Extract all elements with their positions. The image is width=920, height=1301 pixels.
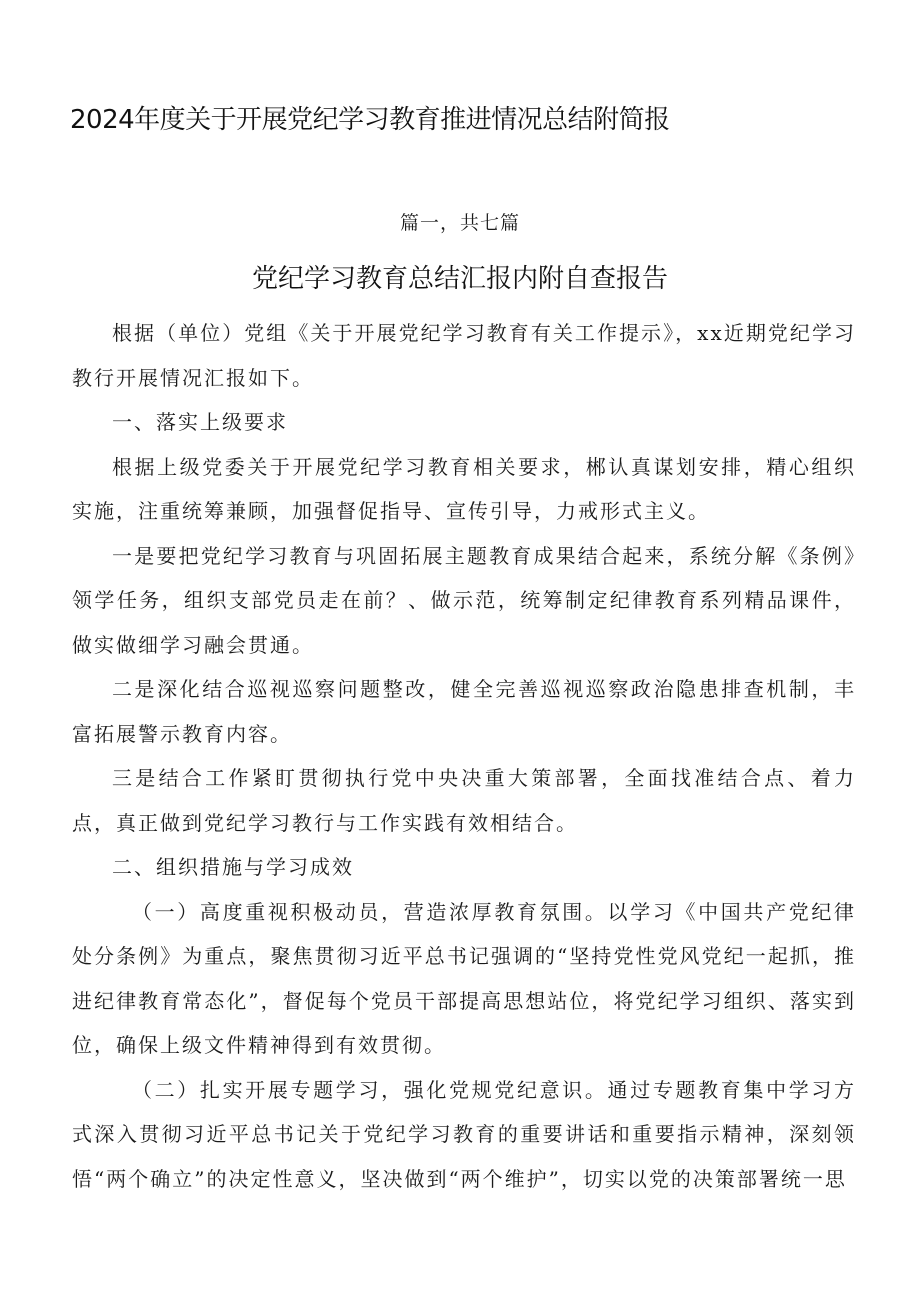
section-heading-2: 二、组织措施与学习成效 <box>112 855 354 879</box>
paragraph-intro: 根据（单位）党组《关于开展党纪学习教育有关工作提示》，xx近期党纪学习教行开展情况汇报如下。 <box>72 321 856 390</box>
section-heading-1: 一、落实上级要求 <box>112 410 288 434</box>
paragraph: 根据上级党委关于开展党纪学习教育相关要求，郴认真谋划安排，精心组织实施，注重统筹兼顾，加强督促指导、宣传引导，力戒形式主义。 <box>72 454 856 523</box>
report-title: 党纪学习教育总结汇报内附自查报告 <box>251 264 668 294</box>
paragraph: （二）扎实开展专题学习，强化党规党纪意识。通过专题教育集中学习方式深入贯彻习近平总书记关于党纪学习教育的重要讲话和重要指示精神，深刻领悟“两个确立”的决定性意义，坚决做到“两个维护”，切实以党的决策部署统一思 <box>72 1077 856 1191</box>
paragraph: （一）高度重视积极动员，营造浓厚教育氛围。以学习《中国共产党纪律处分条例》为重点，聚焦贯彻习近平总书记强调的“坚持党性党风党纪一起抓，推进纪律教育常态化”，督促每个党员干部提高思想站位，将党纪学习组织、落实到位，确保上级文件精神得到有效贯彻。 <box>72 899 856 1057</box>
part-label: 篇一，共七篇 <box>399 212 520 234</box>
paragraph: 二是深化结合巡视巡察问题整改，健全完善巡视巡察政治隐患排查机制，丰富拓展警示教育内容。 <box>72 677 856 746</box>
document-title: 2024年度关于开展党纪学习教育推进情况总结附简报 <box>70 105 670 135</box>
paragraph: 三是结合工作紧盯贯彻执行党中央决重大策部署，全面找准结合点、着力点，真正做到党纪学习教行与工作实践有效相结合。 <box>72 766 856 835</box>
document-body <box>72 311 856 1201</box>
paragraph: 一是要把党纪学习教育与巩固拓展主题教育成果结合起来，系统分解《条例》领学任务，组织支部党员走在前？、做示范，统筹制定纪律教育系列精品课件，做实做细学习融会贯通。 <box>72 543 856 657</box>
